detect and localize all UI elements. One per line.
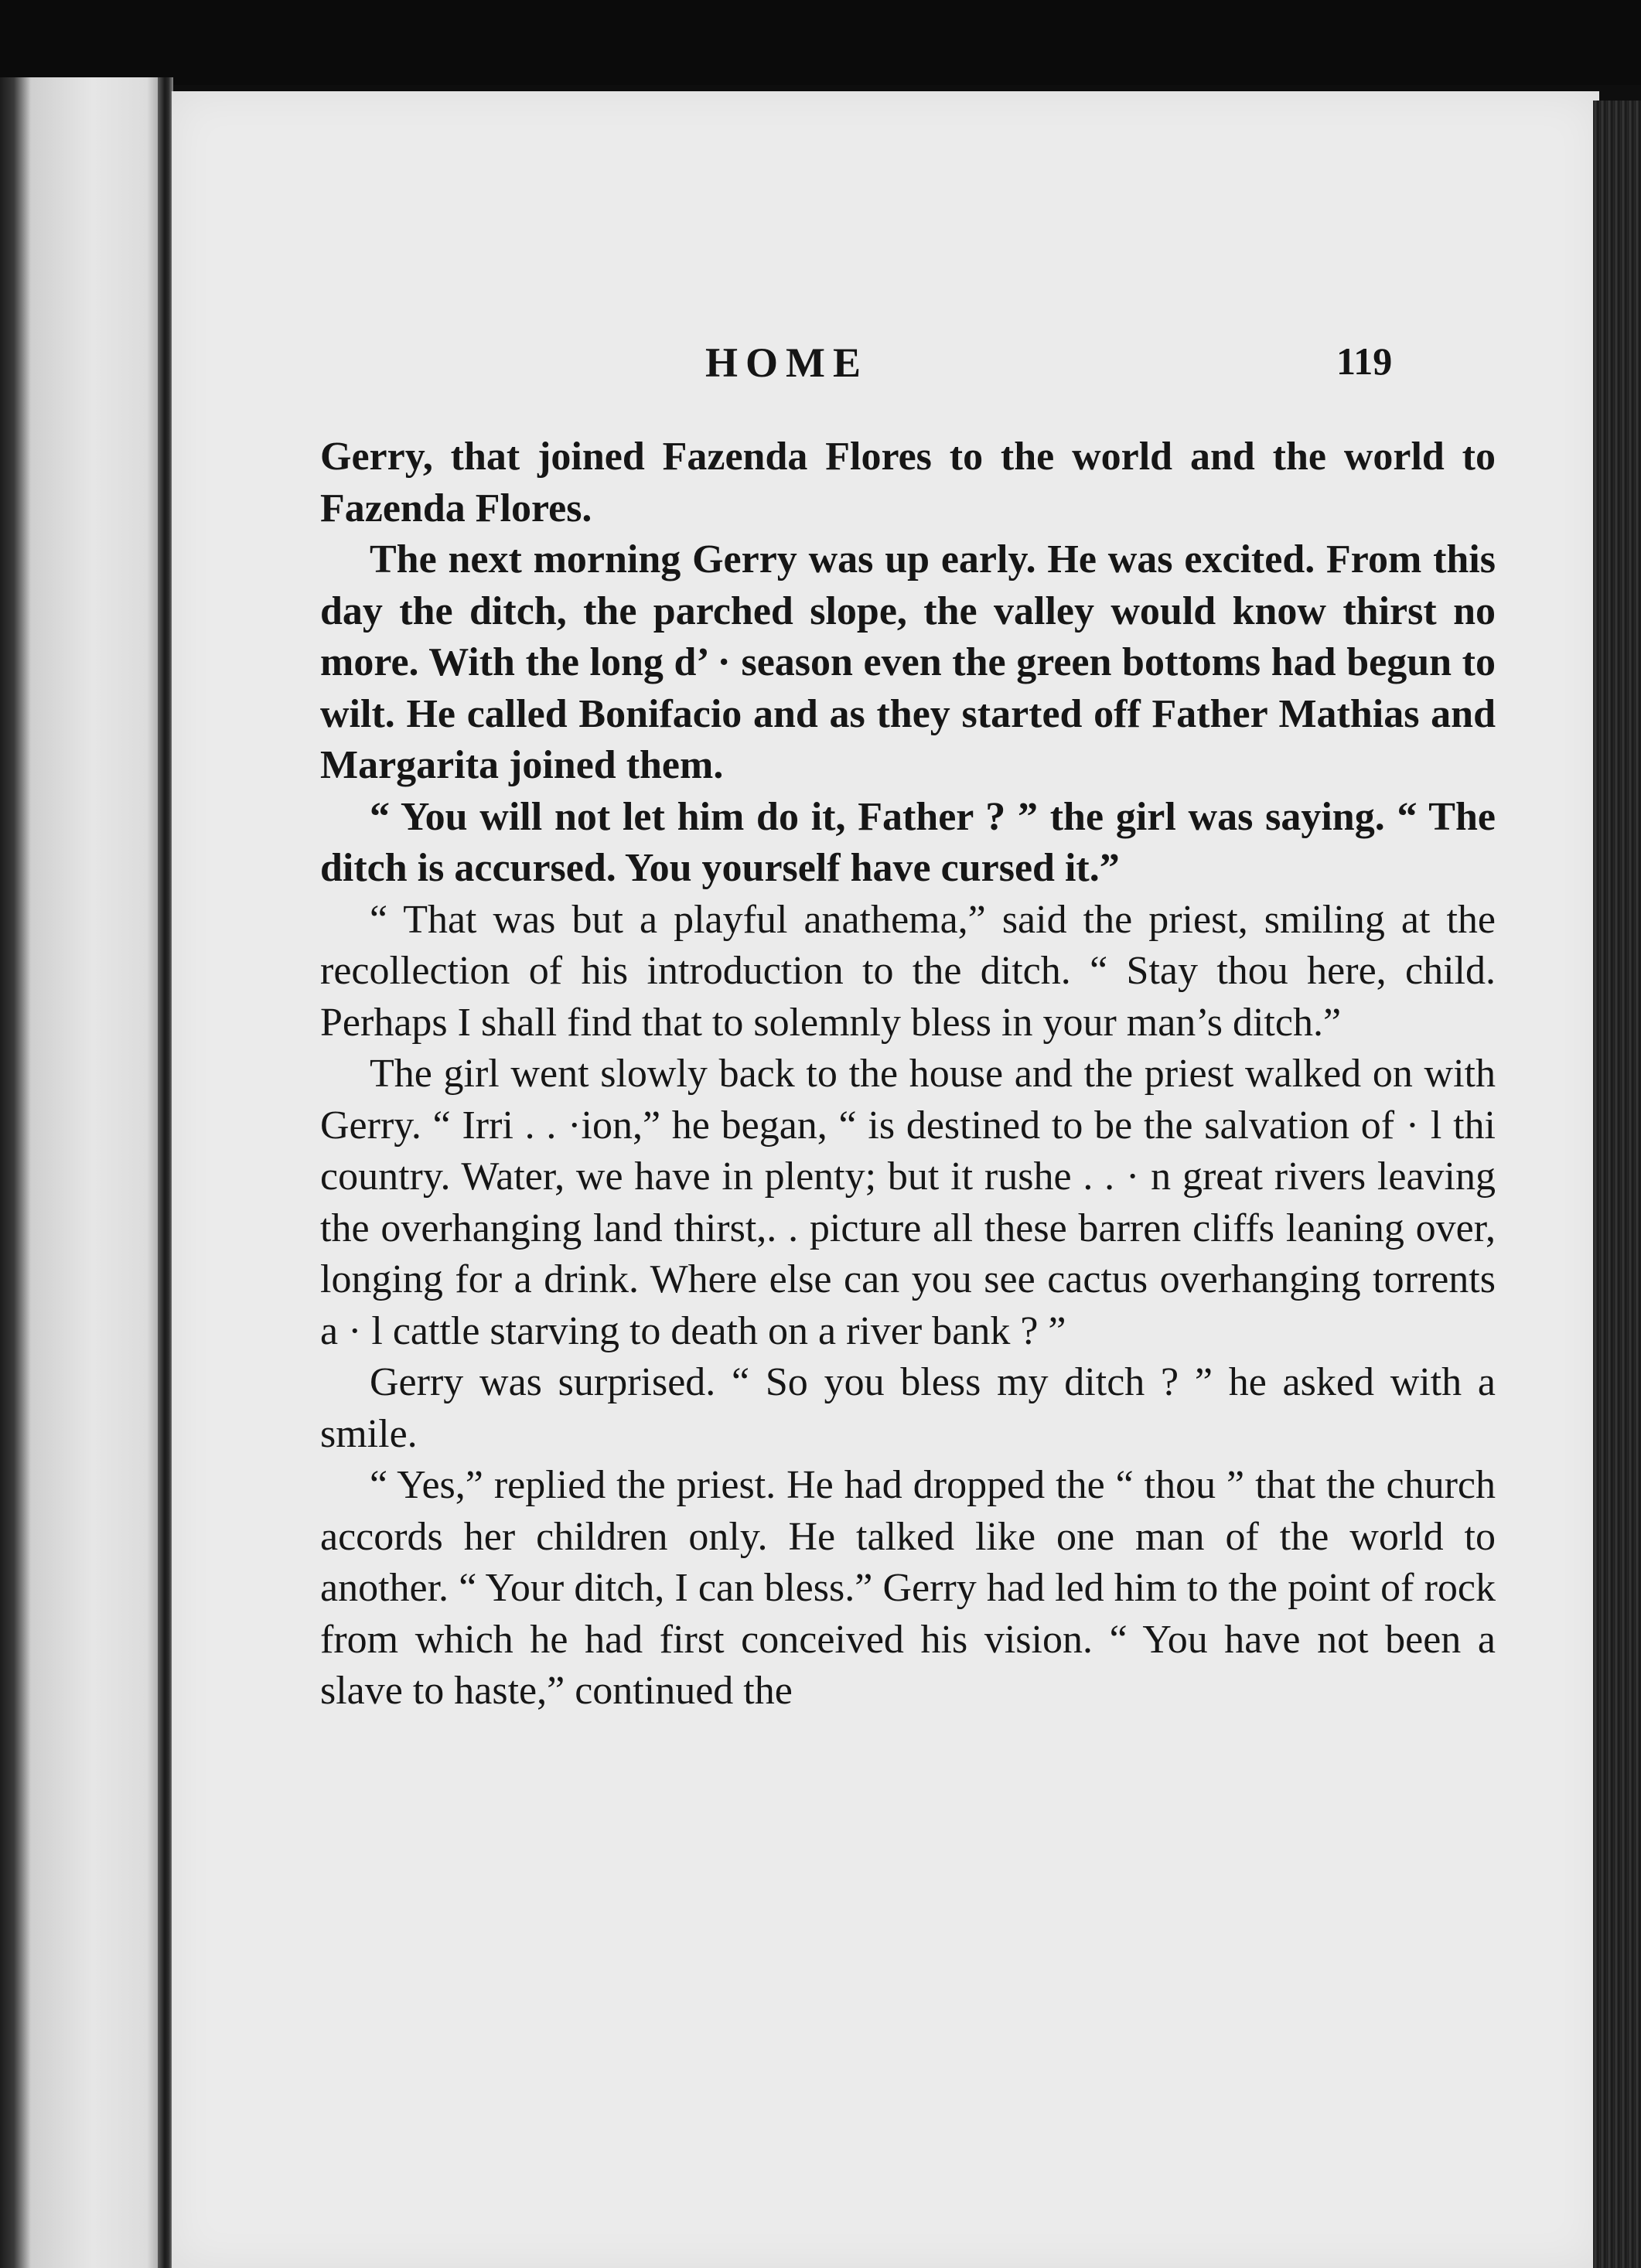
paragraph: The girl went slowly back to the house and the priest walked on with Gerry. “ Irri . . ·ion,” he began, “ is destined to be the salvation of · l thi country. Water, we have in plenty; but it rushe . . · n great rivers leaving the overhanging land thirst,. . picture all these barren cliffs leaning over, longing for a drink. Where else can you see cactus overhanging torrents a · l cattle starving to death on a river bank ? ” [320, 1052, 1496, 1353]
paragraph: “ Yes,” replied the priest. He had dropped the “ thou ” that the church accords her children only. He talked like one man of the world to another. “ Your ditch, I can bless.” Gerry had led him to the point of rock from which he had first conceived his vision. “ You have not been a slave to haste,” continued the [320, 1463, 1496, 1713]
paragraph: Gerry was surprised. “ So you bless my ditch ? ” he asked with a smile. [320, 1360, 1496, 1456]
paragraph: “ That was but a playful anathema,” said the priest, smiling at the recollection of his introduction to the ditch. “ Stay thou here, child. Perhaps I shall find that to solemnly bless in your man’s ditch.” [320, 897, 1496, 1045]
book-gutter [158, 77, 173, 2268]
scan-top-margin [0, 0, 1641, 85]
page-stack-edge [1593, 101, 1641, 2268]
running-head: HOME [705, 339, 868, 386]
page-header [172, 339, 1599, 393]
page-number: 119 [1336, 339, 1393, 383]
paragraph: “ You will not let him do it, Father ? ” the girl was saying. “ The ditch is accursed. You yourself have cursed it.” [320, 794, 1496, 890]
book-page [172, 91, 1599, 2268]
paragraph: The next morning Gerry was up early. He was excited. From this day the ditch, the parched slope, the valley would know thirst no more. With the long d’ · season even the green bottoms had begun to wilt. He called Bonifacio and as they started off Father Mathias and Margarita joined them. [320, 537, 1496, 787]
facing-page-edge [0, 77, 164, 2268]
paragraph: Gerry, that joined Fazenda Flores to the world and the world to Fazenda Flores. [320, 435, 1496, 530]
body-text [320, 431, 1496, 1717]
